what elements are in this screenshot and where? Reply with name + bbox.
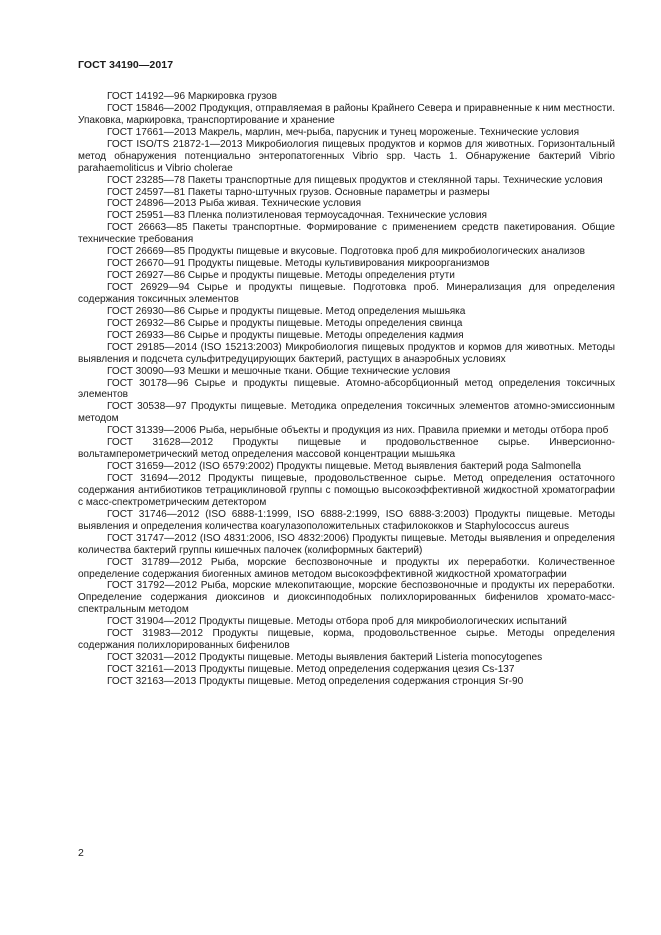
reference-item: ГОСТ 26927—86 Сырье и продукты пищевые. Методы определения ртути bbox=[107, 270, 455, 282]
reference-item: ГОСТ 32161—2013 Продукты пищевые. Метод определения содержания цезия Cs-137 bbox=[107, 664, 515, 675]
reference-item: ГОСТ 26929—94 Сырье и продукты пищевые. Подготовка проб. Минерализация для определения содержания токсичных элементов bbox=[78, 282, 615, 305]
reference-item: ГОСТ 30090—93 Мешки и мешочные ткани. Общие технические условия bbox=[107, 365, 451, 377]
reference-item: ГОСТ 24896—2013 Рыба живая. Технические условия bbox=[107, 198, 362, 210]
reference-item: ГОСТ 31904—2012 Продукты пищевые. Методы отбора проб для микробиологических испытаний bbox=[107, 616, 567, 628]
reference-item: ГОСТ 31792—2012 Рыба, морские млекопитающие, морские беспозвоночные и продукты их переработки. Определение содержания диоксинов и диоксинподобных полихлорированных бифенилов хромато-масс-спектральным методом bbox=[78, 580, 615, 616]
reference-item: ГОСТ 26670—91 Продукты пищевые. Методы культивирования микроорганизмов bbox=[107, 258, 490, 270]
reference-item: ГОСТ 24597—81 Пакеты тарно-штучных грузов. Основные параметры и размеры bbox=[107, 186, 490, 198]
reference-item: ГОСТ 31747—2012 (ISO 4831:2006, ISO 4832:2006) Продукты пищевые. Методы выявления и определения количества бактерий группы кишечных палочек (колиформных бактерий) bbox=[78, 532, 615, 556]
reference-item: ГОСТ 17661—2013 Макрель, марлин, меч-рыба, парусник и тунец мороженые. Технические условия bbox=[107, 126, 580, 138]
reference-item: ГОСТ 31628—2012 Продукты пищевые и продовольственное сырье. Инверсионно-вольтамперометрический метод определения массовой концентрации мышьяка bbox=[78, 437, 615, 461]
reference-item: ГОСТ 29185—2014 (ISO 15213:2003) Микробиология пищевых продуктов и кормов для животных. Методы выявления и подсчета сульфитредуцирующих бактерий, растущих в анаэробных условиях bbox=[78, 341, 615, 365]
reference-item: ГОСТ 14192—96 Маркировка грузов bbox=[107, 91, 278, 102]
reference-item: ГОСТ 32031—2012 Продукты пищевые. Методы выявления бактерий Listeria monocytogenes bbox=[107, 652, 543, 664]
reference-item: ГОСТ 30178—96 Сырье и продукты пищевые. Атомно-абсорбционный метод определения токсичных элементов bbox=[78, 377, 615, 401]
reference-item: ГОСТ 26932—86 Сырье и продукты пищевые. Методы определения свинца bbox=[107, 317, 463, 329]
reference-item: ГОСТ 32163—2013 Продукты пищевые. Метод определения содержания стронция Sr-90 bbox=[107, 675, 524, 687]
reference-item: ГОСТ 31339—2006 Рыба, нерыбные объекты и продукция из них. Правила приемки и методы отбора проб bbox=[107, 425, 609, 437]
reference-item: ГОСТ 31746—2012 (ISO 6888-1:1999, ISO 6888-2:1999, ISO 6888-3:2003) Продукты пищевые. Методы выявления и определения количества коагулазоположительных стафилококков и Staphylococcus aureus bbox=[78, 508, 615, 532]
normative-references-list bbox=[78, 91, 615, 688]
reference-item: ГОСТ 15846—2002 Продукция, отправляемая в районы Крайнего Севера и приравненные к ним местности. Упаковка, маркировка, транспортирование и хранение bbox=[78, 102, 615, 126]
document-header: ГОСТ 34190—2017 bbox=[78, 59, 174, 71]
reference-item: ГОСТ 31694—2012 Продукты пищевые, продовольственное сырье. Метод определения остаточного содержания антибиотиков тетрациклиновой группы с помощью высокоэффективной жидкостной хроматографии с масс-спектрометрическим детектором bbox=[78, 473, 615, 508]
reference-item: ГОСТ 30538—97 Продукты пищевые. Методика определения токсичных элементов атомно-эмиссионным методом bbox=[78, 401, 615, 425]
reference-item: ГОСТ 26933—86 Сырье и продукты пищевые. Методы определения кадмия bbox=[107, 329, 464, 341]
reference-item: ГОСТ 26663—85 Пакеты транспортные. Формирование с применением средств пакетирования. Общие технические требования bbox=[78, 222, 615, 246]
reference-item: ГОСТ ISO/TS 21872-1—2013 Микробиология пищевых продуктов и кормов для животных. Горизонтальный метод обнаружения потенциально энтеропатогенных Vibrio spp. Часть 1. Обнаружение бактерий Vibrio parahaemoliticus и Vibrio cholerae bbox=[78, 138, 615, 174]
reference-item: ГОСТ 31789—2012 Рыба, морские беспозвоночные и продукты их переработки. Количественное определение содержания биогенных аминов методом высокоэффективной жидкостной хроматографии bbox=[78, 556, 615, 580]
reference-item: ГОСТ 23285—78 Пакеты транспортные для пищевых продуктов и стеклянной тары. Технические условия bbox=[107, 174, 603, 186]
reference-item: ГОСТ 26930—86 Сырье и продукты пищевые. Метод определения мышьяка bbox=[107, 305, 466, 317]
page-number: 2 bbox=[78, 847, 84, 859]
reference-item: ГОСТ 31659—2012 (ISO 6579:2002) Продукты пищевые. Метод выявления бактерий рода Salmonella bbox=[107, 461, 582, 473]
reference-item: ГОСТ 31983—2012 Продукты пищевые, корма, продовольственное сырье. Методы определения содержания полихлорированных бифенилов bbox=[78, 628, 615, 652]
reference-item: ГОСТ 26669—85 Продукты пищевые и вкусовые. Подготовка проб для микробиологических анализов bbox=[107, 246, 585, 258]
reference-item: ГОСТ 25951—83 Пленка полиэтиленовая термоусадочная. Технические условия bbox=[107, 210, 487, 222]
